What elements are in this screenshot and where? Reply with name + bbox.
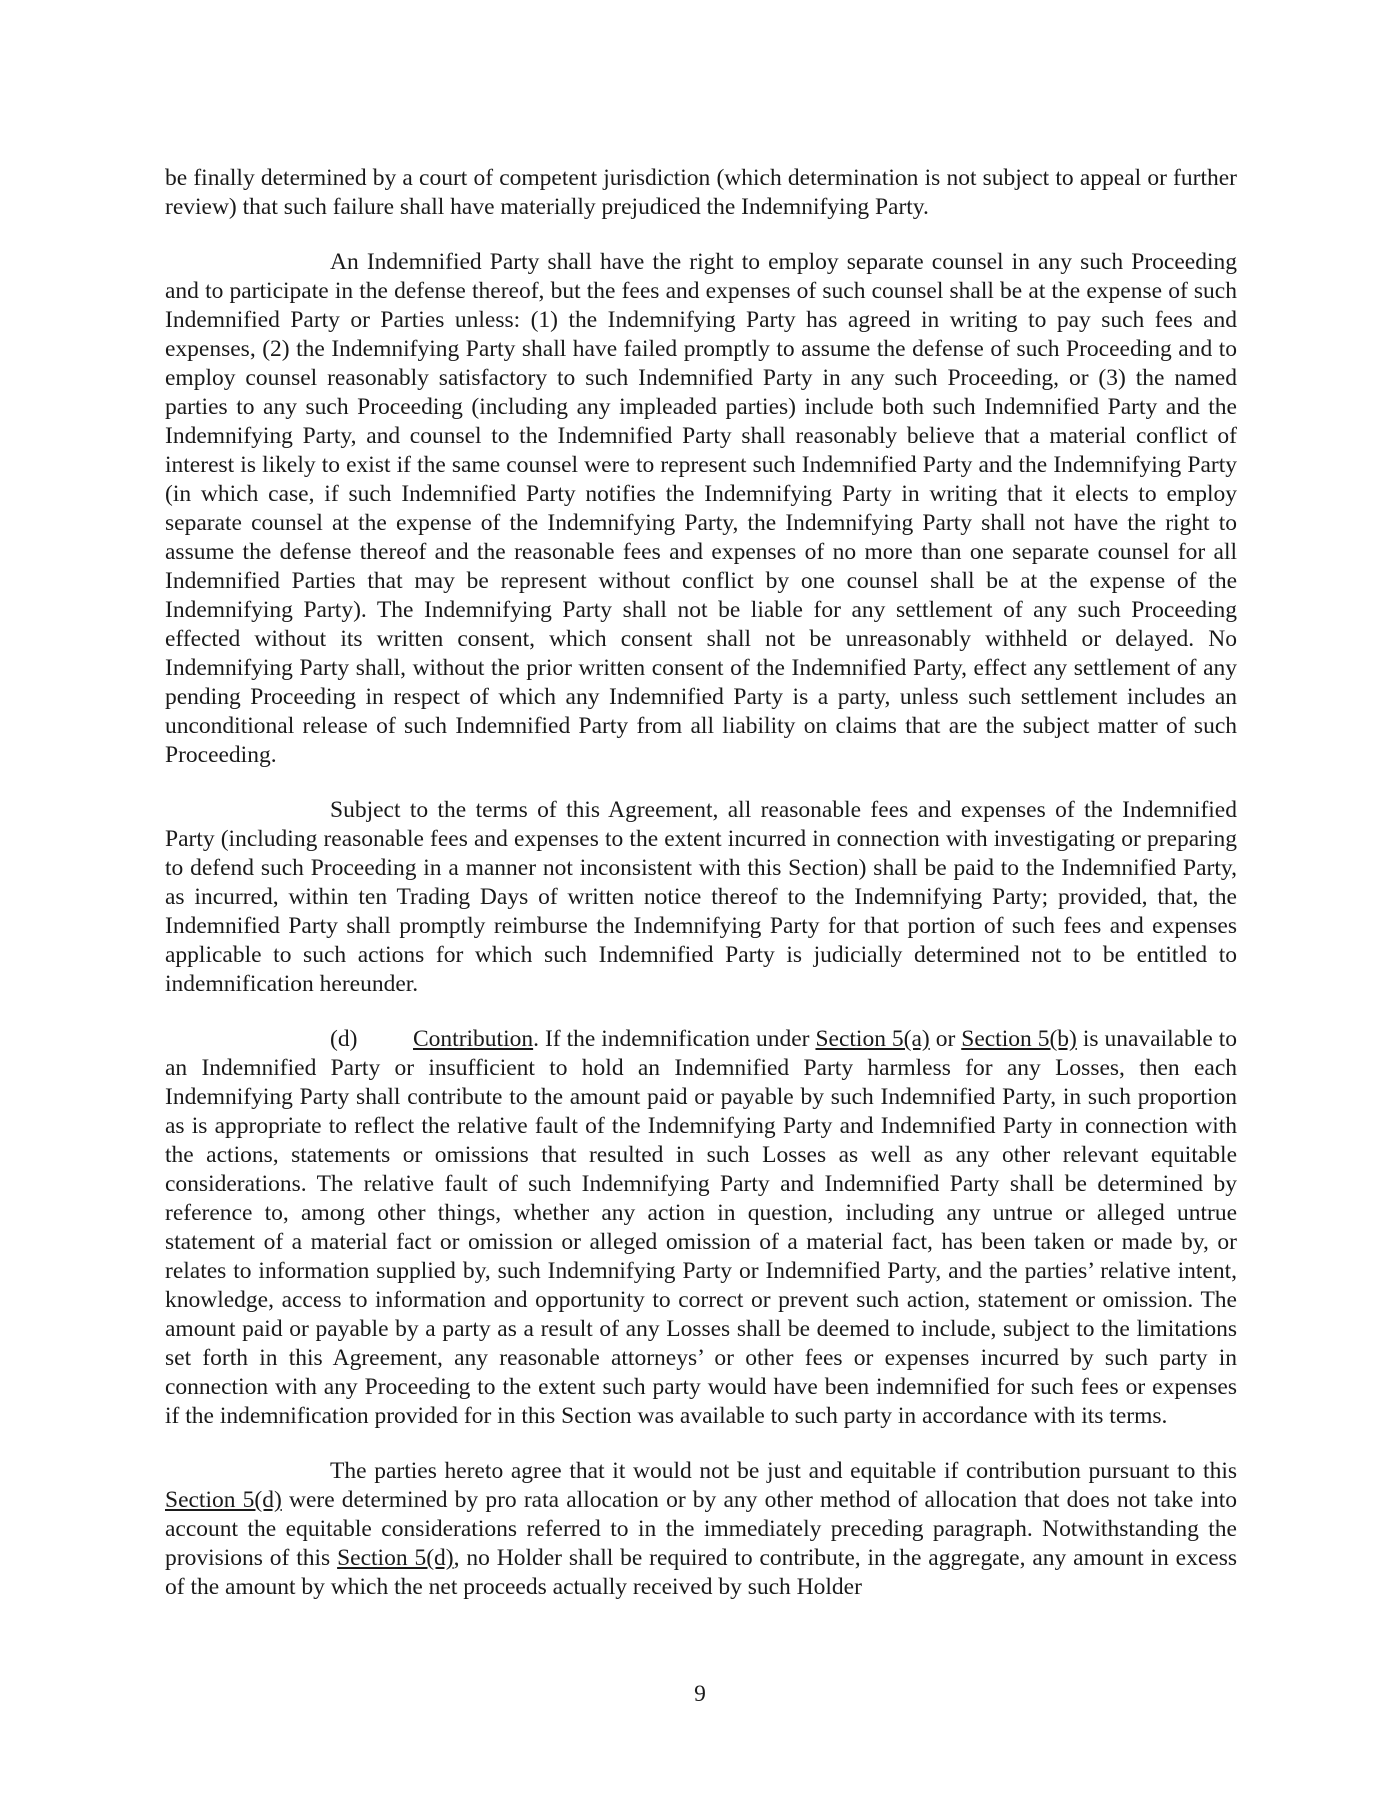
paragraph-separate-counsel: An Indemnified Party shall have the right to employ separate counsel in any such Proceeding and to participate in the defense thereof, but the fees and expenses of such counsel shall be at the expense of such Indemnified Party or Parties unless: (1) the Indemnifying Party has agreed in writing to pay such fees and expenses, (2) the Indemnifying Party shall have failed promptly to assume the defense of such Proceeding and to employ counsel reasonably satisfactory to such Indemnified Party in any such Proceeding, or (3) the named parties to any such Proceeding (including any impleaded parties) include both such Indemnified Party and the Indemnifying Party, and counsel to the Indemnified Party shall reasonably believe that a material conflict of interest is likely to exist if the same counsel were to represent such Indemnified Party and the Indemnifying Party (in which case, if such Indemnified Party notifies the Indemnifying Party in writing that it elects to employ separate counsel at the expense of the Indemnifying Party, the Indemnifying Party shall not have the right to assume the defense thereof and the reasonable fees and expenses of no more than one separate counsel for all Indemnified Parties that may be represent without conflict by one counsel shall be at the expense of the Indemnifying Party). The Indemnifying Party shall not be liable for any settlement of any such Proceeding effected without its written consent, which consent shall not be unreasonably withheld or delayed. No Indemnifying Party shall, without the prior written consent of the Indemnified Party, effect any settlement of any pending Proceeding in respect of which any Indemnified Party is a party, unless such settlement includes an unconditional release of such Indemnified Party from all liability on claims that are the subject matter of such Proceeding. <box>165 249 1237 768</box>
section-reference-link[interactable]: Section 5(d) <box>337 1545 454 1571</box>
text-segment: or <box>929 1026 962 1052</box>
paragraph-contribution <box>165 1025 1237 1431</box>
paragraph-pro-rata <box>165 1457 1237 1602</box>
text-segment: , no Holder shall be required to contribute, in the aggregate, any amount in excess of the amount by which the net proceeds actually received by such Holder <box>165 1545 1237 1600</box>
text-segment: . If the indemnification under <box>533 1026 816 1052</box>
text-segment: were determined by pro rata allocation or by any other method of allocation that does not take into account the equitable considerations referred to in the immediately preceding paragraph. Notwithstanding the provisions of this <box>165 1487 1237 1571</box>
paragraph-continuation: be finally determined by a court of competent jurisdiction (which determination is not subject to appeal or further review) that such failure shall have materially prejudiced the Indemnifying Party. <box>165 165 1237 220</box>
text-segment: is unavailable to an Indemnified Party or insufficient to hold an Indemnified Party harmless for any Losses, then each Indemnifying Party shall contribute to the amount paid or payable by such Indemnified Party, in such proportion as is appropriate to reflect the relative fault of the Indemnifying Party and Indemnified Party in connection with the actions, statements or omissions that resulted in such Losses as well as any other relevant equitable considerations. The relative fault of such Indemnifying Party and Indemnified Party shall be determined by reference to, among other things, whether any action in question, including any untrue or alleged untrue statement of a material fact or omission or alleged omission of a material fact, has been taken or made by, or relates to information supplied by, such Indemnifying Party or Indemnified Party, and the parties’ relative intent, knowledge, access to information and opportunity to correct or prevent such action, statement or omission. The amount paid or payable by a party as a result of any Losses shall be deemed to include, subject to the limitations set forth in this Agreement, any reasonable attorneys’ or other fees or expenses incurred by such party in connection with any Proceeding to the extent such party would have been indemnified for such fees or expenses if the indemnification provided for in this Section was available to such party in accordance with its terms. <box>165 1026 1238 1429</box>
section-label: (d) <box>330 1026 358 1052</box>
document-page <box>165 164 1237 1628</box>
section-reference-link[interactable]: Section 5(d) <box>165 1487 282 1513</box>
paragraph-fees-expenses: Subject to the terms of this Agreement, all reasonable fees and expenses of the Indemnified Party (including reasonable fees and expenses to the extent incurred in connection with investigating or preparing to defend such Proceeding in a manner not inconsistent with this Section) shall be paid to the Indemnified Party, as incurred, within ten Trading Days of written notice thereof to the Indemnifying Party; provided, that, the Indemnified Party shall promptly reimburse the Indemnifying Party for that portion of such fees and expenses applicable to such actions for which such Indemnified Party is judicially determined not to be entitled to indemnification hereunder. <box>165 797 1237 997</box>
text-segment: The parties hereto agree that it would not be just and equitable if contribution pursuant to this <box>330 1458 1237 1484</box>
section-reference-link[interactable]: Section 5(b) <box>961 1026 1077 1052</box>
section-heading: Contribution <box>413 1026 534 1052</box>
page-number: 9 <box>694 1681 706 1707</box>
section-reference-link[interactable]: Section 5(a) <box>815 1026 930 1052</box>
